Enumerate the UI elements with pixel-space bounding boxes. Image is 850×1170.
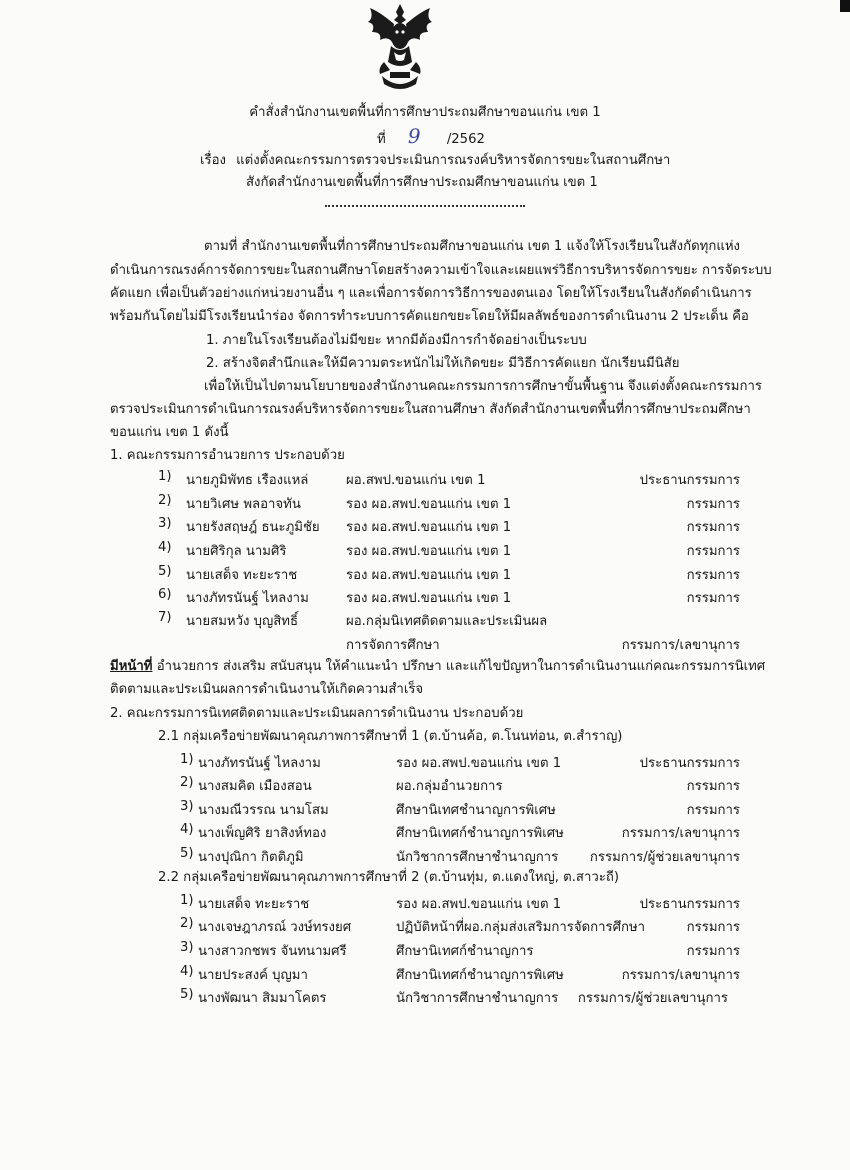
member-position: ศึกษานิเทศชำนาญการพิเศษ [396,803,556,818]
member-name: นางมณีวรรณ นามโสม [198,803,329,818]
member-no: 6) [158,587,172,602]
paragraph1-line2: ดำเนินการณรงค์การจัดการขยะในสถานศึกษาโดยสร้างความเข้าใจและเผยแพร่วิธีการบริหารจัดการขยะ การจัดระบบ [110,263,772,278]
group-title: 2.1 กลุ่มเครือข่ายพัฒนาคุณภาพการศึกษาที่ 1 (ต.บ้านค้อ, ต.โนนท่อน, ต.สำราญ) [158,729,623,744]
member-row [0,587,850,607]
order-label: ที่ [377,132,386,147]
member-position: ศึกษานิเทศก์ชำนาญการพิเศษ [396,968,564,983]
member-no: 1) [158,469,172,484]
member-row [0,516,850,536]
member-name: นางภัทรนันฐ์ ไหลงาม [198,756,321,771]
member-role: กรรมการ/เลขานุการ [621,968,740,983]
member-position: รอง ผอ.สพป.ขอนแก่น เขต 1 [396,897,562,912]
point-1: 1. ภายในโรงเรียนต้องไม่มีขยะ หากมีต้องมีการกำจัดอย่างเป็นระบบ [206,333,587,348]
member-no: 2) [158,493,172,508]
member-row [0,610,850,630]
member-row [0,940,850,960]
order-year: /2562 [446,132,485,147]
member-row [0,893,850,913]
member-no: 4) [180,822,194,837]
member-name: นายวิเศษ พลอาจทัน [186,497,301,512]
member-position: ศึกษานิเทศก์ชำนาญการพิเศษ [396,826,564,841]
member-role: กรรมการ [686,803,740,818]
member-role: กรรมการ [686,944,740,959]
order-number-handwritten: 9 [407,124,421,148]
member-name: นางสาวกชพร จันทนามศรี [198,944,347,959]
member-name: นางพัฒนา สิมมาโคตร [198,991,327,1006]
member-role: กรรมการ [686,544,740,559]
member-row [0,964,850,984]
member-row [0,846,850,866]
member-position: รอง ผอ.สพป.ขอนแก่น เขต 1 [346,520,512,535]
member-position: รอง ผอ.สพป.ขอนแก่น เขต 1 [346,544,512,559]
member-role: ประธานกรรมการ [639,756,740,771]
member-position: ผอ.กลุ่มนิเทศติดตามและประเมินผล [346,614,548,629]
member-role: กรรมการ [686,591,740,606]
member-role: กรรมการ [686,920,740,935]
section1-title: 1. คณะกรรมการอำนวยการ ประกอบด้วย [110,448,345,463]
member-name: นางเจษฎาภรณ์ วงษ์ทรงยศ [198,920,352,935]
group-title: 2.2 กลุ่มเครือข่ายพัฒนาคุณภาพการศึกษาที่ 2 (ต.บ้านทุ่ม, ต.แดงใหญ่, ต.สาวะถี) [158,870,619,885]
member-position: ผอ.กลุ่มอำนวยการ [396,779,503,794]
member-no: 5) [180,987,194,1002]
member-name: นายเสด็จ ทะยะราช [198,897,310,912]
order-heading: คำสั่งสำนักงานเขตพื้นที่การศึกษาประถมศึกษาขอนแก่น เขต 1 [249,105,601,120]
member-no: 3) [180,799,194,814]
member-no: 1) [180,752,194,767]
subject-line1 [200,152,670,170]
duty-line2: ติดตามและประเมินผลการดำเนินงานให้เกิดความสำเร็จ [110,682,424,697]
member-position: รอง ผอ.สพป.ขอนแก่น เขต 1 [396,756,562,771]
member-role: กรรมการ [686,779,740,794]
member-row-continued [0,634,850,654]
member-row [0,752,850,772]
member-position: นักวิชาการศึกษาชำนาญการ [396,991,559,1006]
member-no: 3) [180,940,194,955]
member-name: นายสมหวัง บุญสิทธิ์ [186,614,299,629]
member-role: ประธานกรรมการ [639,897,740,912]
paragraph1-line3: คัดแยก เพื่อเป็นตัวอย่างแก่หน่วยงานอื่น ๆ และเพื่อการจัดการวิธีการของตนเอง โดยให้โรงเรียนในสังกัดดำเนินการ [110,286,752,301]
member-name: นางเพ็ญศิริ ยาสิงห์ทอง [198,826,327,841]
paragraph1-line1: ตามที่ สำนักงานเขตพื้นที่การศึกษาประถมศึกษาขอนแก่น เขต 1 แจ้งให้โรงเรียนในสังกัดทุกแห่ง [204,239,740,254]
member-name: นายเสด็จ ทะยะราช [186,568,298,583]
member-no: 7) [158,610,172,625]
paragraph2-line1: เพื่อให้เป็นไปตามนโยบายของสำนักงานคณะกรรมการการศึกษาขั้นพื้นฐาน จึงแต่งตั้งคณะกรรมการ [204,379,762,394]
member-no: 5) [158,564,172,579]
member-position: รอง ผอ.สพป.ขอนแก่น เขต 1 [346,568,512,583]
member-row [0,564,850,584]
member-name: นางปุณิกา กิตติภูมิ [198,850,304,865]
paragraph2-line3: ขอนแก่น เขต 1 ดังนี้ [110,425,229,440]
member-row [0,987,850,1007]
member-row [0,540,850,560]
paragraph2-line2: ตรวจประเมินการดำเนินการณรงค์บริหารจัดการขยะในสถานศึกษา สังกัดสำนักงานเขตพื้นที่การศึกษาประถมศึกษา [110,402,751,417]
scan-corner-mark [840,0,850,12]
duty-label: มีหน้าที่ [110,659,153,674]
member-no: 3) [158,516,172,531]
member-role: ประธานกรรมการ [639,473,740,488]
member-name: นายรังสฤษฎ์ ธนะภูมิชัย [186,520,320,535]
member-name: นายประสงค์ บุญมา [198,968,308,983]
member-row [0,469,850,489]
member-name: นางสมคิด เมืองสอน [198,779,312,794]
member-no: 1) [180,893,194,908]
member-position-line2: การจัดการศึกษา [346,638,440,653]
subject-text: แต่งตั้งคณะกรรมการตรวจประเมินการณรงค์บริหารจัดการขยะในสถานศึกษา [236,153,671,168]
member-position: ปฏิบัติหน้าที่ผอ.กลุ่มส่งเสริมการจัดการศึกษา [396,920,646,935]
section2-title: 2. คณะกรรมการนิเทศติดตามและประเมินผลการดำเนินงาน ประกอบด้วย [110,706,524,721]
member-role: กรรมการ/เลขานุการ [621,638,740,653]
member-role: กรรมการ/ผู้ช่วยเลขานุการ [577,991,728,1006]
member-no: 4) [158,540,172,555]
member-position: ศึกษานิเทศก์ชำนาญการ [396,944,534,959]
paragraph1-line4: พร้อมกันโดยไม่มีโรงเรียนนำร่อง จัดการทำระบบการคัดแยกขยะโดยให้มีผลลัพธ์ของการดำเนินงาน 2 ประเด็น คือ [110,309,749,324]
member-position: ผอ.สพป.ขอนแก่น เขต 1 [346,473,486,488]
garuda-emblem-icon [360,2,440,94]
member-row [0,775,850,795]
member-no: 5) [180,846,194,861]
duty-text: อำนวยการ ส่งเสริม สนับสนุน ให้คำแนะนำ ปรึกษา และแก้ไขปัญหาในการดำเนินงานแก่คณะกรรมการนิเทศ [152,659,766,674]
subject-line2: สังกัดสำนักงานเขตพื้นที่การศึกษาประถมศึกษาขอนแก่น เขต 1 [246,175,598,190]
member-no: 4) [180,964,194,979]
member-no: 2) [180,775,194,790]
member-name: นางภัทรนันฐ์ ไหลงาม [186,591,309,606]
member-role: กรรมการ [686,520,740,535]
member-position: รอง ผอ.สพป.ขอนแก่น เขต 1 [346,591,512,606]
member-row [0,822,850,842]
divider [325,205,525,207]
member-position: นักวิชาการศึกษาชำนาญการ [396,850,559,865]
member-role: กรรมการ [686,568,740,583]
point-2: 2. สร้างจิตสำนึกและให้มีความตระหนักไม่ให้เกิดขยะ มีวิธีการคัดแยก นักเรียนมีนิสัย [206,356,680,371]
order-number-label [377,124,485,149]
member-name: นายภูมิพัทธ เรืองแหล่ [186,473,309,488]
member-row [0,916,850,936]
member-role: กรรมการ/ผู้ช่วยเลขานุการ [589,850,740,865]
member-no: 2) [180,916,194,931]
member-row [0,799,850,819]
member-row [0,493,850,513]
member-role: กรรมการ/เลขานุการ [621,826,740,841]
subject-label: เรื่อง [200,153,226,168]
member-position: รอง ผอ.สพป.ขอนแก่น เขต 1 [346,497,512,512]
member-name: นายศิริกุล นามศิริ [186,544,287,559]
member-role: กรรมการ [686,497,740,512]
duty-line1 [110,658,765,676]
